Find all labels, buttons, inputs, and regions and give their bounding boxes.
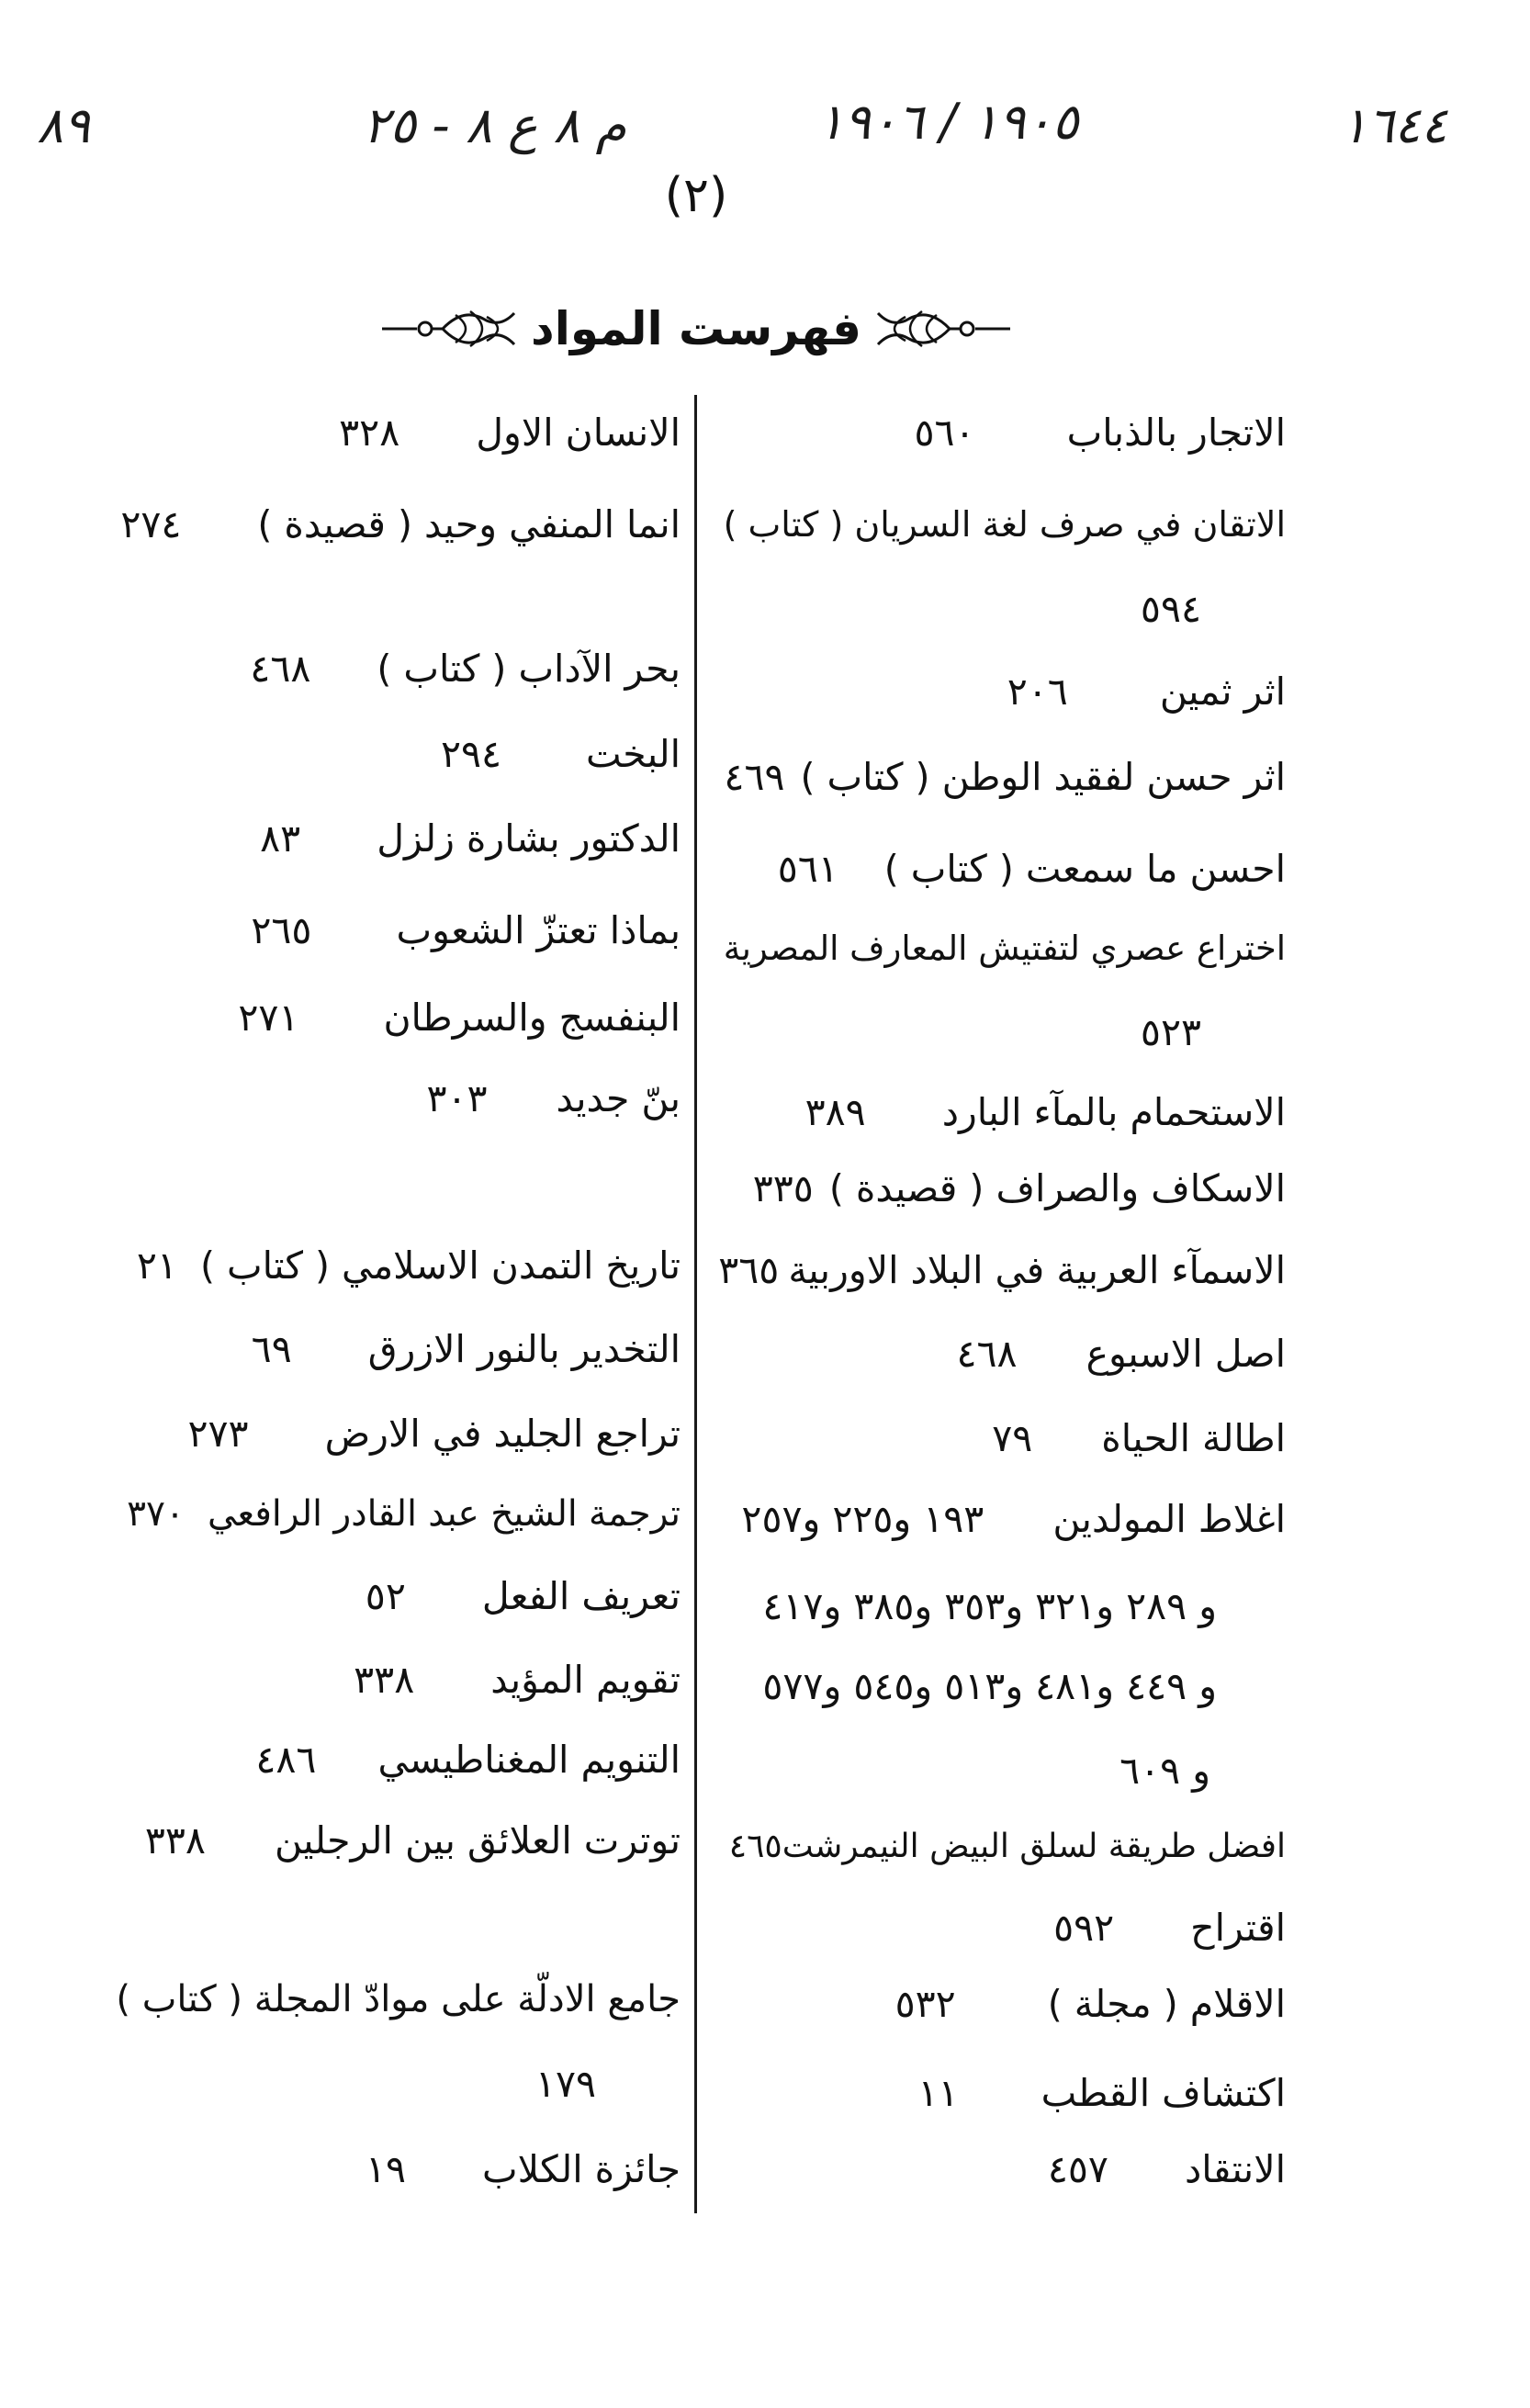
entry-page-numbers: ٣٨٩	[804, 1090, 866, 1134]
entry-page-continuation	[716, 1005, 1286, 1060]
entry-page-numbers: ٣٦٥	[718, 1248, 780, 1292]
entry-page-numbers: ٤٨٦	[255, 1738, 317, 1782]
entry-page-numbers: ٨٣	[260, 816, 301, 861]
index-entry	[716, 1976, 1286, 2031]
index-entry	[716, 841, 1286, 896]
entry-title: اطالة الحياة	[1101, 1416, 1286, 1460]
entry-title: بنّ جديد	[556, 1076, 681, 1120]
entry-page-continuation	[716, 581, 1286, 636]
entry-page-numbers: ٣٠٣	[426, 1076, 488, 1120]
entry-page-numbers: ٤٦٥	[728, 1828, 782, 1865]
entry-page-numbers: ٤٥٧	[1047, 2147, 1108, 2191]
entry-title: اقتراح	[1190, 1906, 1286, 1950]
entry-page-numbers: ٢٩٤	[440, 732, 502, 776]
index-entry	[115, 1071, 681, 1126]
index-entry	[115, 811, 681, 866]
index-entry	[115, 726, 681, 782]
index-entry	[115, 641, 681, 696]
entry-page-numbers: ٧٩	[992, 1416, 1033, 1460]
index-entry	[716, 1085, 1286, 1140]
entry-page-numbers: ٤٦٩	[724, 755, 785, 799]
index-entry	[115, 1238, 681, 1293]
index-entry	[115, 1569, 681, 1624]
entry-title: البنفسج والسرطان	[383, 996, 681, 1040]
entry-title: افضل طريقة لسلق البيض النيمرشت	[782, 1828, 1286, 1865]
ornament-left-icon	[380, 306, 518, 352]
index-entry	[115, 1322, 681, 1377]
entry-page-numbers: ٣٣٥	[752, 1166, 814, 1210]
entry-page-numbers: ٢٦٥	[251, 908, 312, 952]
entry-page-numbers: ٢٧١	[238, 996, 299, 1040]
entry-title: اختراع عصري لتفتيش المعارف المصرية	[723, 928, 1286, 968]
entry-title: الانتقاد	[1184, 2147, 1286, 2191]
index-entry	[716, 664, 1286, 719]
index-entry	[115, 903, 681, 958]
entry-page-numbers: و ٦٠٩	[1119, 1749, 1210, 1793]
entry-title: الاسمآء العربية في البلاد الاوربية	[788, 1248, 1286, 1292]
entry-title: تقويم المؤيد	[490, 1658, 681, 1702]
index-entry	[716, 749, 1286, 805]
entry-page-numbers: ٢٠٦	[1007, 670, 1068, 714]
entry-title: الاقلام ( مجلة )	[1047, 1982, 1286, 2026]
index-entry	[115, 1813, 681, 1868]
entry-page-numbers: ٥٢	[365, 1574, 406, 1618]
entry-page-numbers: ٤٦٨	[956, 1332, 1018, 1376]
entry-page-numbers: ٣٣٨	[144, 1818, 206, 1862]
entry-page-numbers: ٢٧٣	[187, 1412, 249, 1456]
index-entry	[115, 1652, 681, 1707]
index-entry	[716, 1900, 1286, 1955]
entry-title: توترت العلائق بين الرجلين	[274, 1818, 681, 1862]
entry-title: التنويم المغناطيسي	[377, 1738, 681, 1782]
entry-title: بماذا تعتزّ الشعوب	[396, 908, 681, 952]
index-entry	[716, 405, 1286, 460]
entry-title: الاستحمام بالمآء البارد	[941, 1090, 1286, 1134]
index-entry	[716, 497, 1286, 552]
entry-title: اغلاط المولدين	[1052, 1497, 1286, 1541]
entry-title: الانسان الاول	[476, 411, 681, 455]
handwritten-years: ١٩٠٥ / ١٩٠٦	[817, 93, 1079, 151]
entry-page-numbers: و ٤٤٩ و٤٨١ و٥١٣ و٥٤٥ و٥٧٧	[762, 1664, 1217, 1708]
index-entry	[115, 1406, 681, 1461]
index-entry	[716, 2142, 1286, 2197]
entry-page-numbers: ١١	[917, 2071, 959, 2115]
entry-title: بحر الآداب ( كتاب )	[377, 647, 681, 691]
entry-page-numbers: ٥٩٤	[1140, 587, 1201, 631]
entry-title: الاتقان في صرف لغة السريان ( كتاب )	[723, 504, 1286, 545]
entry-title: الاسكاف والصراف ( قصيدة )	[828, 1166, 1286, 1210]
entry-title: تعريف الفعل	[481, 1574, 681, 1618]
index-heading	[356, 292, 1036, 366]
page-number: (٢)	[664, 168, 728, 223]
entry-page-numbers: ٥٩٢	[1053, 1906, 1115, 1950]
entry-title: جائزة الكلاب	[482, 2147, 681, 2191]
entry-page-continuation	[716, 1579, 1286, 1634]
index-entry	[115, 1972, 681, 2027]
entry-page-numbers: ٢٧٤	[120, 502, 182, 546]
entry-page-numbers: ١٩٣ و٢٢٥ و٢٥٧	[741, 1497, 984, 1541]
entry-page-continuation	[115, 2056, 681, 2111]
index-entry	[716, 2065, 1286, 2121]
entry-page-numbers: ٣٢٨	[339, 411, 400, 455]
index-entry	[115, 1732, 681, 1787]
entry-title: اثر حسن لفقيد الوطن ( كتاب )	[800, 755, 1286, 799]
entry-title: البخت	[586, 732, 681, 776]
entry-title: التخدير بالنور الازرق	[367, 1327, 681, 1371]
entry-title: اصل الاسبوع	[1086, 1332, 1286, 1376]
index-entry	[115, 990, 681, 1045]
entry-page-numbers: ٢١	[136, 1243, 177, 1288]
index-entry	[115, 1487, 681, 1542]
entry-page-numbers: ٤٦٨	[250, 647, 311, 691]
entry-page-numbers: ٦٩	[251, 1327, 292, 1371]
handwritten-volume-note: م ٨ ع ٨ - ٢٥	[363, 96, 627, 154]
index-entry	[716, 1243, 1286, 1298]
entry-page-continuation	[716, 1659, 1286, 1714]
index-entry	[716, 921, 1286, 976]
entry-title: اكتشاف القطب	[1041, 2071, 1286, 2115]
index-entry	[716, 1819, 1286, 1874]
column-divider	[694, 395, 697, 2213]
entry-title: الاتجار بالذباب	[1066, 411, 1286, 455]
entry-title: جامع الادلّة على موادّ المجلة ( كتاب )	[116, 1978, 681, 2020]
entry-page-numbers: ١٩	[365, 2147, 407, 2191]
index-entry	[716, 1326, 1286, 1381]
ornament-right-icon	[874, 306, 1012, 352]
index-entry	[716, 1161, 1286, 1216]
entry-title: احسن ما سمعت ( كتاب )	[883, 847, 1286, 891]
index-entry	[115, 2142, 681, 2197]
entry-page-numbers: ١٧٩	[534, 2062, 596, 2106]
entry-page-numbers: ٣٧٠	[127, 1493, 185, 1535]
entry-title: الدكتور بشارة زلزل	[377, 816, 681, 861]
entry-page-numbers: ٥٦١	[777, 847, 838, 891]
entry-page-numbers: ٥٣٢	[894, 1982, 956, 2026]
index-entry	[716, 1491, 1286, 1547]
entry-title: تراجع الجليد في الارض	[324, 1412, 681, 1456]
entry-page-numbers: ٣٣٨	[354, 1658, 415, 1702]
entry-page-continuation	[716, 1743, 1286, 1798]
index-entry	[115, 497, 681, 552]
entry-page-numbers: ٥٦٠	[914, 411, 975, 455]
entry-title: تاريخ التمدن الاسلامي ( كتاب )	[199, 1243, 681, 1288]
entry-page-numbers: و ٢٨٩ و٣٢١ و٣٥٣ و٣٨٥ و٤١٧	[762, 1584, 1217, 1628]
index-entry	[115, 405, 681, 460]
entry-title: ترجمة الشيخ عبد القادر الرافعي	[207, 1493, 681, 1535]
entry-page-numbers: ٥٢٣	[1140, 1010, 1201, 1054]
handwritten-shelf-number: ١٦٤٤	[1341, 96, 1448, 154]
handwritten-left-number: ٨٩	[37, 96, 91, 154]
index-title: فهرست المواد	[531, 302, 861, 355]
index-entry	[716, 1411, 1286, 1466]
entry-title: انما المنفي وحيد ( قصيدة )	[257, 502, 681, 546]
entry-title: اثر ثمين	[1159, 670, 1286, 714]
